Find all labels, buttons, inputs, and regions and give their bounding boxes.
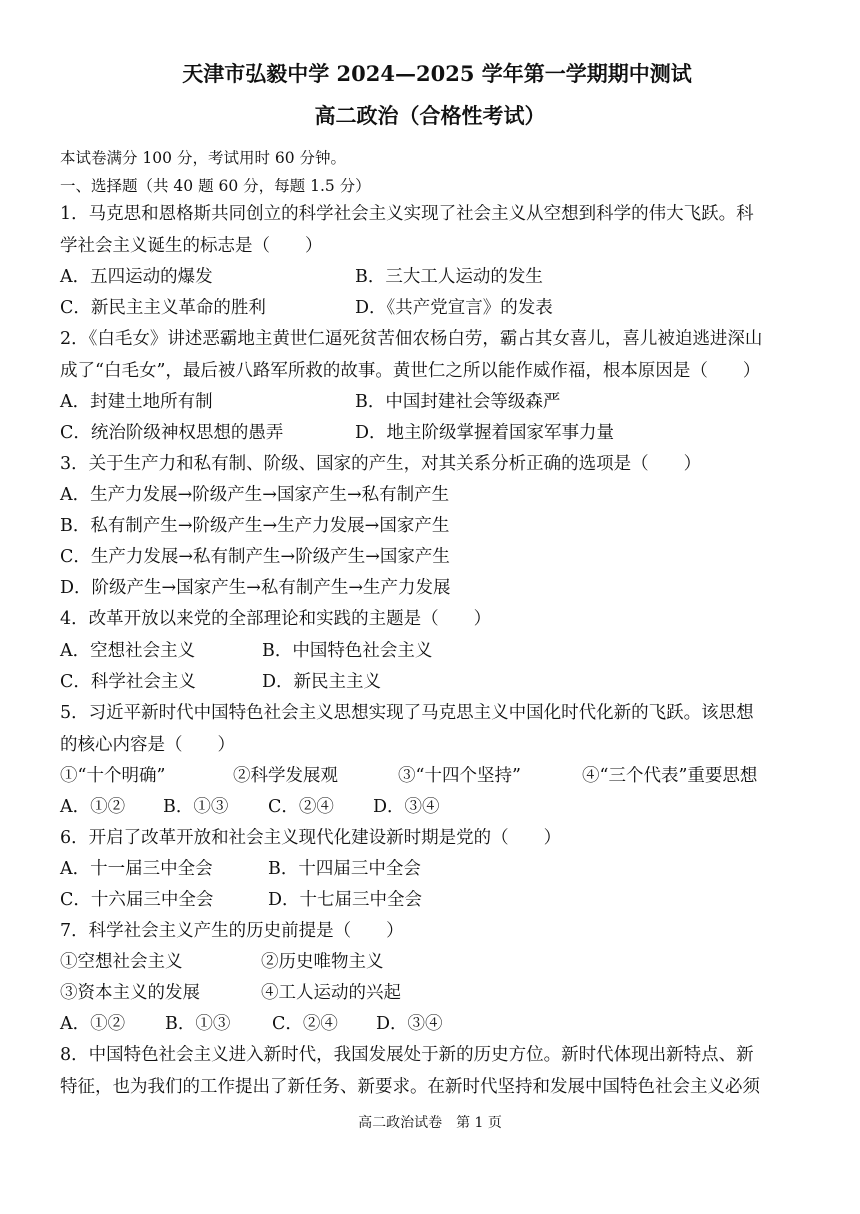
question-5-option-d: D．③④ [373,797,440,817]
question-6-option-b: B．十四届三中全会 [268,859,421,879]
question-6-option-c: C．十六届三中全会 [60,890,214,910]
question-4-option-d: D．新民主主义 [262,672,382,692]
question-1-option-d: D．《共产党宣言》的发表 [355,298,553,318]
question-3-stem: 3．关于生产力和私有制、阶级、国家的产生，对其关系分析正确的选项是（ ） [60,454,702,474]
question-3-option-d: D．阶级产生→国家产生→私有制产生→生产力发展 [60,578,451,598]
question-1-stem-line2: 学社会主义诞生的标志是（ ） [60,236,323,256]
section-heading: 一、选择题（共 40 题 60 分，每题 1.5 分） [60,177,371,195]
question-5-option-a: A．①② [60,797,126,817]
question-7-option-c: C．②④ [272,1014,338,1034]
question-4-option-a: A．空想社会主义 [60,641,196,661]
question-2-option-c: C．统治阶级神权思想的愚弄 [60,423,284,443]
question-4-option-c: C．科学社会主义 [60,672,196,692]
question-7-item-2: ②历史唯物主义 [261,952,384,972]
question-1-option-a: A．五四运动的爆发 [60,267,213,287]
question-7-item-3: ③资本主义的发展 [60,983,200,1003]
question-8-stem-line1: 8．中国特色社会主义进入新时代，我国发展处于新的历史方位。新时代体现出新特点、新 [60,1045,754,1065]
exam-title: 天津市弘毅中学 2024—2025 学年第一学期期中测试 [182,61,692,86]
question-2-option-b: B．中国封建社会等级森严 [355,392,561,412]
question-1-option-c: C．新民主主义革命的胜利 [60,298,266,318]
question-7-option-a: A．①② [60,1014,126,1034]
question-5-item-1: ①“十个明确” [60,766,166,786]
question-7-stem: 7．科学社会主义产生的历史前提是（ ） [60,921,404,941]
question-6-stem: 6．开启了改革开放和社会主义现代化建设新时期是党的（ ） [60,828,562,848]
question-4-option-b: B．中国特色社会主义 [262,641,433,661]
question-4-stem: 4．改革开放以来党的全部理论和实践的主题是（ ） [60,609,492,629]
question-6-option-a: A．十一届三中全会 [60,859,213,879]
question-3-option-c: C．生产力发展→私有制产生→阶级产生→国家产生 [60,547,450,567]
question-5-item-3: ③“十四个坚持” [398,766,521,786]
question-7-item-1: ①空想社会主义 [60,952,183,972]
question-2-option-d: D．地主阶级掌握着国家军事力量 [355,423,615,443]
exam-intro: 本试卷满分 100 分，考试用时 60 分钟。 [60,149,347,167]
question-3-option-b: B．私有制产生→阶级产生→生产力发展→国家产生 [60,516,450,536]
question-1-stem-line1: 1．马克思和恩格斯共同创立的科学社会主义实现了社会主义从空想到科学的伟大飞跃。科 [60,204,754,224]
question-1-option-b: B．三大工人运动的发生 [355,267,543,287]
question-5-stem-line1: 5．习近平新时代中国特色社会主义思想实现了马克思主义中国化时代化新的飞跃。该思想 [60,703,754,723]
question-7-option-d: D．③④ [376,1014,443,1034]
question-5-stem-line2: 的核心内容是（ ） [60,735,235,755]
question-7-item-4: ④工人运动的兴起 [261,983,401,1003]
page-footer: 高二政治试卷 第 1 页 [358,1115,502,1131]
question-3-option-a: A．生产力发展→阶级产生→国家产生→私有制产生 [60,485,450,505]
question-2-stem-line2: 成了“白毛女”，最后被八路军所救的故事。黄世仁之所以能作威作福，根本原因是（ ） [60,361,761,381]
question-2-stem-line1: 2．《白毛女》讲述恶霸地主黄世仁逼死贫苦佃农杨白劳，霸占其女喜儿，喜儿被迫逃进深山 [60,329,763,349]
question-5-option-b: B．①③ [163,797,229,817]
question-5-option-c: C．②④ [268,797,334,817]
question-6-option-d: D．十七届三中全会 [268,890,423,910]
question-2-option-a: A．封建土地所有制 [60,392,213,412]
exam-subtitle: 高二政治（合格性考试） [314,103,546,128]
question-8-stem-line2: 特征，也为我们的工作提出了新任务、新要求。在新时代坚持和发展中国特色社会主义必须 [60,1077,760,1097]
question-5-item-2: ②科学发展观 [233,766,338,786]
question-7-option-b: B．①③ [165,1014,231,1034]
question-5-item-4: ④“三个代表”重要思想 [582,766,758,786]
